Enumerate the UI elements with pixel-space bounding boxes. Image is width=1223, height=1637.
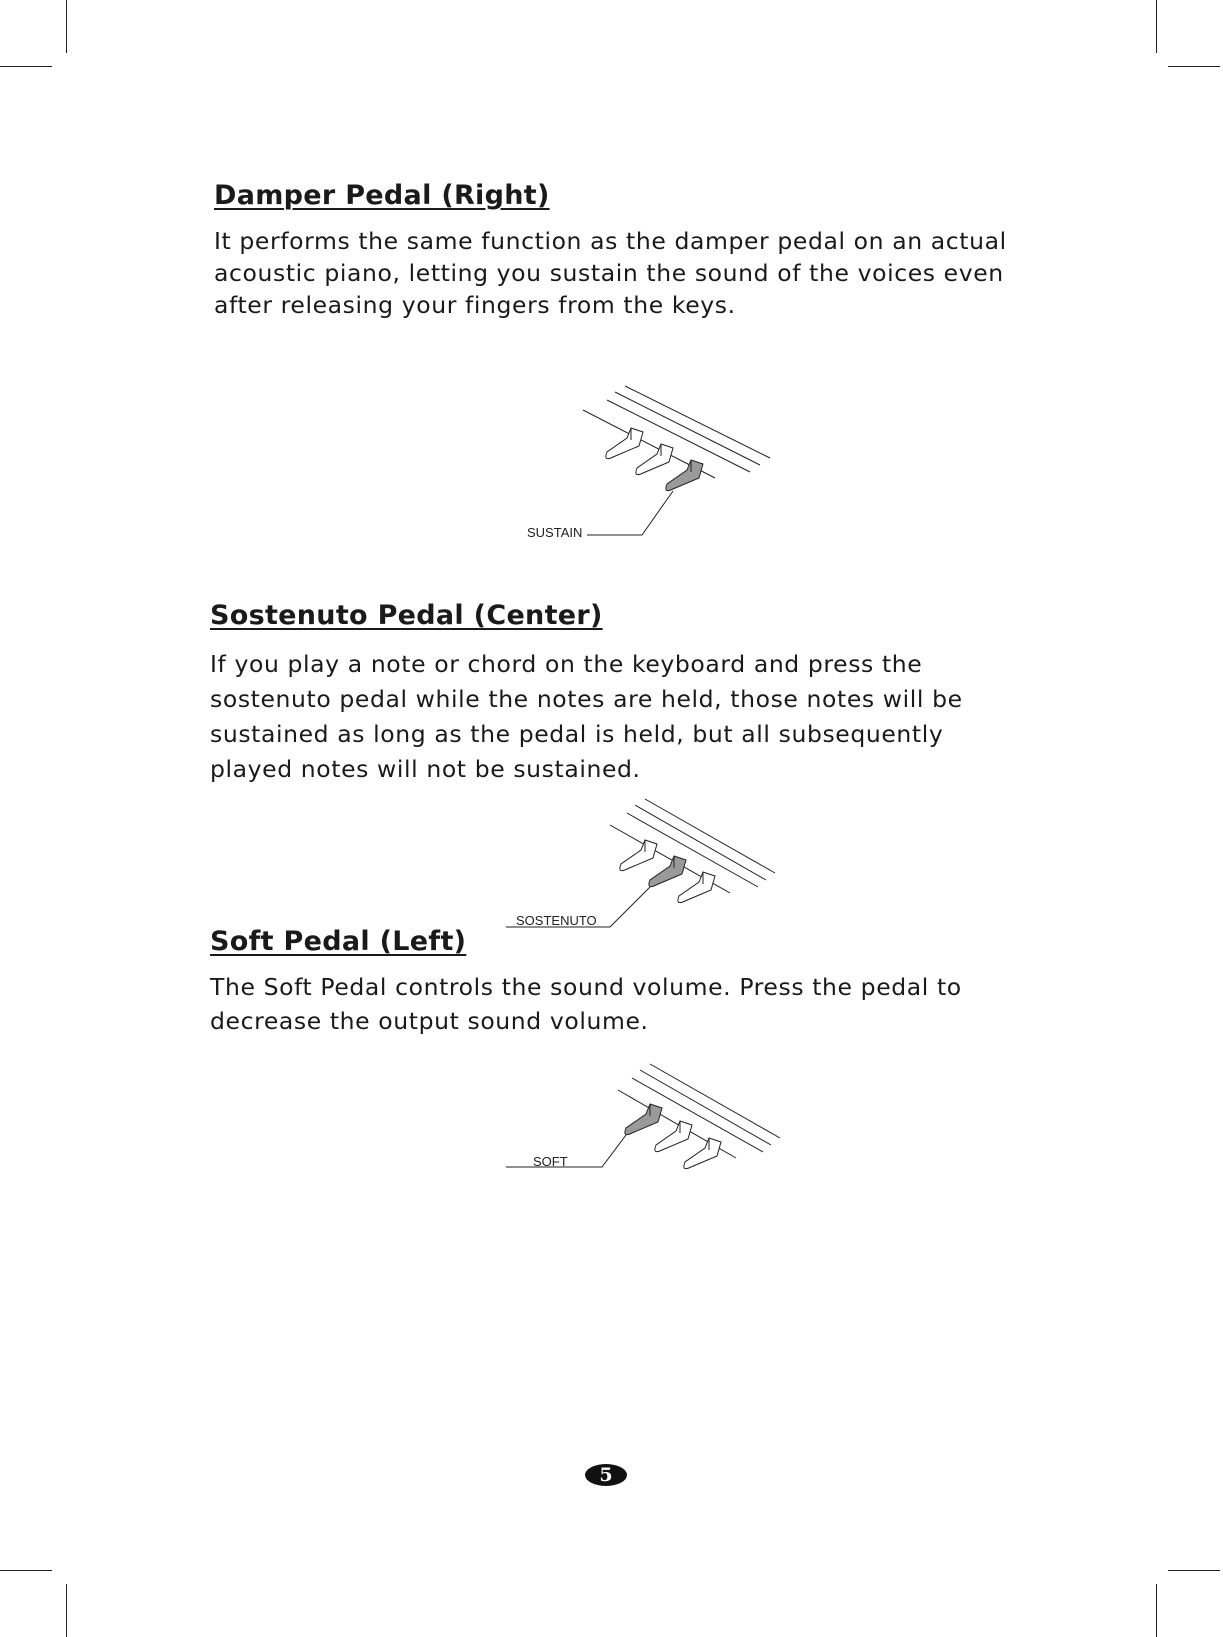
- damper-pedal-description: [214, 225, 1007, 321]
- crop-mark: [66, 1584, 67, 1637]
- text-line: sustained as long as the pedal is held, but all subsequently: [210, 720, 944, 748]
- sustain-pedal-illustration: [515, 380, 785, 545]
- right-pedal-pressed: [666, 460, 703, 491]
- soft-label: SOFT: [533, 1154, 568, 1169]
- text-line: acoustic piano, letting you sustain the sound of the voices even: [214, 259, 1004, 287]
- text-line: sostenuto pedal while the notes are held, those notes will be: [210, 685, 963, 713]
- soft-pedal-illustration: [500, 1060, 790, 1190]
- right-pedal: [678, 872, 715, 903]
- crop-mark: [66, 0, 67, 53]
- left-pedal-pressed: [625, 1104, 662, 1135]
- crop-mark: [1156, 0, 1157, 53]
- center-pedal-pressed: [649, 856, 686, 887]
- left-pedal: [620, 840, 657, 871]
- text-line: It performs the same function as the damper pedal on an actual: [214, 227, 1007, 255]
- sostenuto-label: SOSTENUTO: [516, 913, 597, 928]
- center-pedal: [655, 1121, 692, 1152]
- crop-mark: [0, 66, 52, 67]
- sustain-label: SUSTAIN: [527, 525, 583, 540]
- soft-pedal-description: [210, 970, 962, 1038]
- sostenuto-pedal-description: [210, 647, 963, 787]
- text-line: decrease the output sound volume.: [210, 1007, 649, 1035]
- center-pedal: [636, 444, 673, 475]
- page-number: 5: [585, 1464, 627, 1486]
- crop-mark: [1168, 1570, 1220, 1571]
- right-pedal: [684, 1138, 721, 1169]
- crop-mark: [1156, 1584, 1157, 1637]
- sostenuto-pedal-heading: Sostenuto Pedal (Center): [210, 600, 603, 631]
- sostenuto-pedal-illustration: [500, 795, 790, 935]
- left-pedal: [606, 428, 643, 459]
- crop-mark: [0, 1570, 52, 1571]
- text-line: played notes will not be sustained.: [210, 755, 641, 783]
- text-line: after releasing your fingers from the keys.: [214, 291, 736, 319]
- soft-pedal-heading: Soft Pedal (Left): [210, 926, 467, 957]
- text-line: The Soft Pedal controls the sound volume. Press the pedal to: [210, 973, 962, 1001]
- damper-pedal-heading: Damper Pedal (Right): [214, 180, 550, 211]
- crop-mark: [1168, 66, 1220, 67]
- text-line: If you play a note or chord on the keyboard and press the: [210, 650, 923, 678]
